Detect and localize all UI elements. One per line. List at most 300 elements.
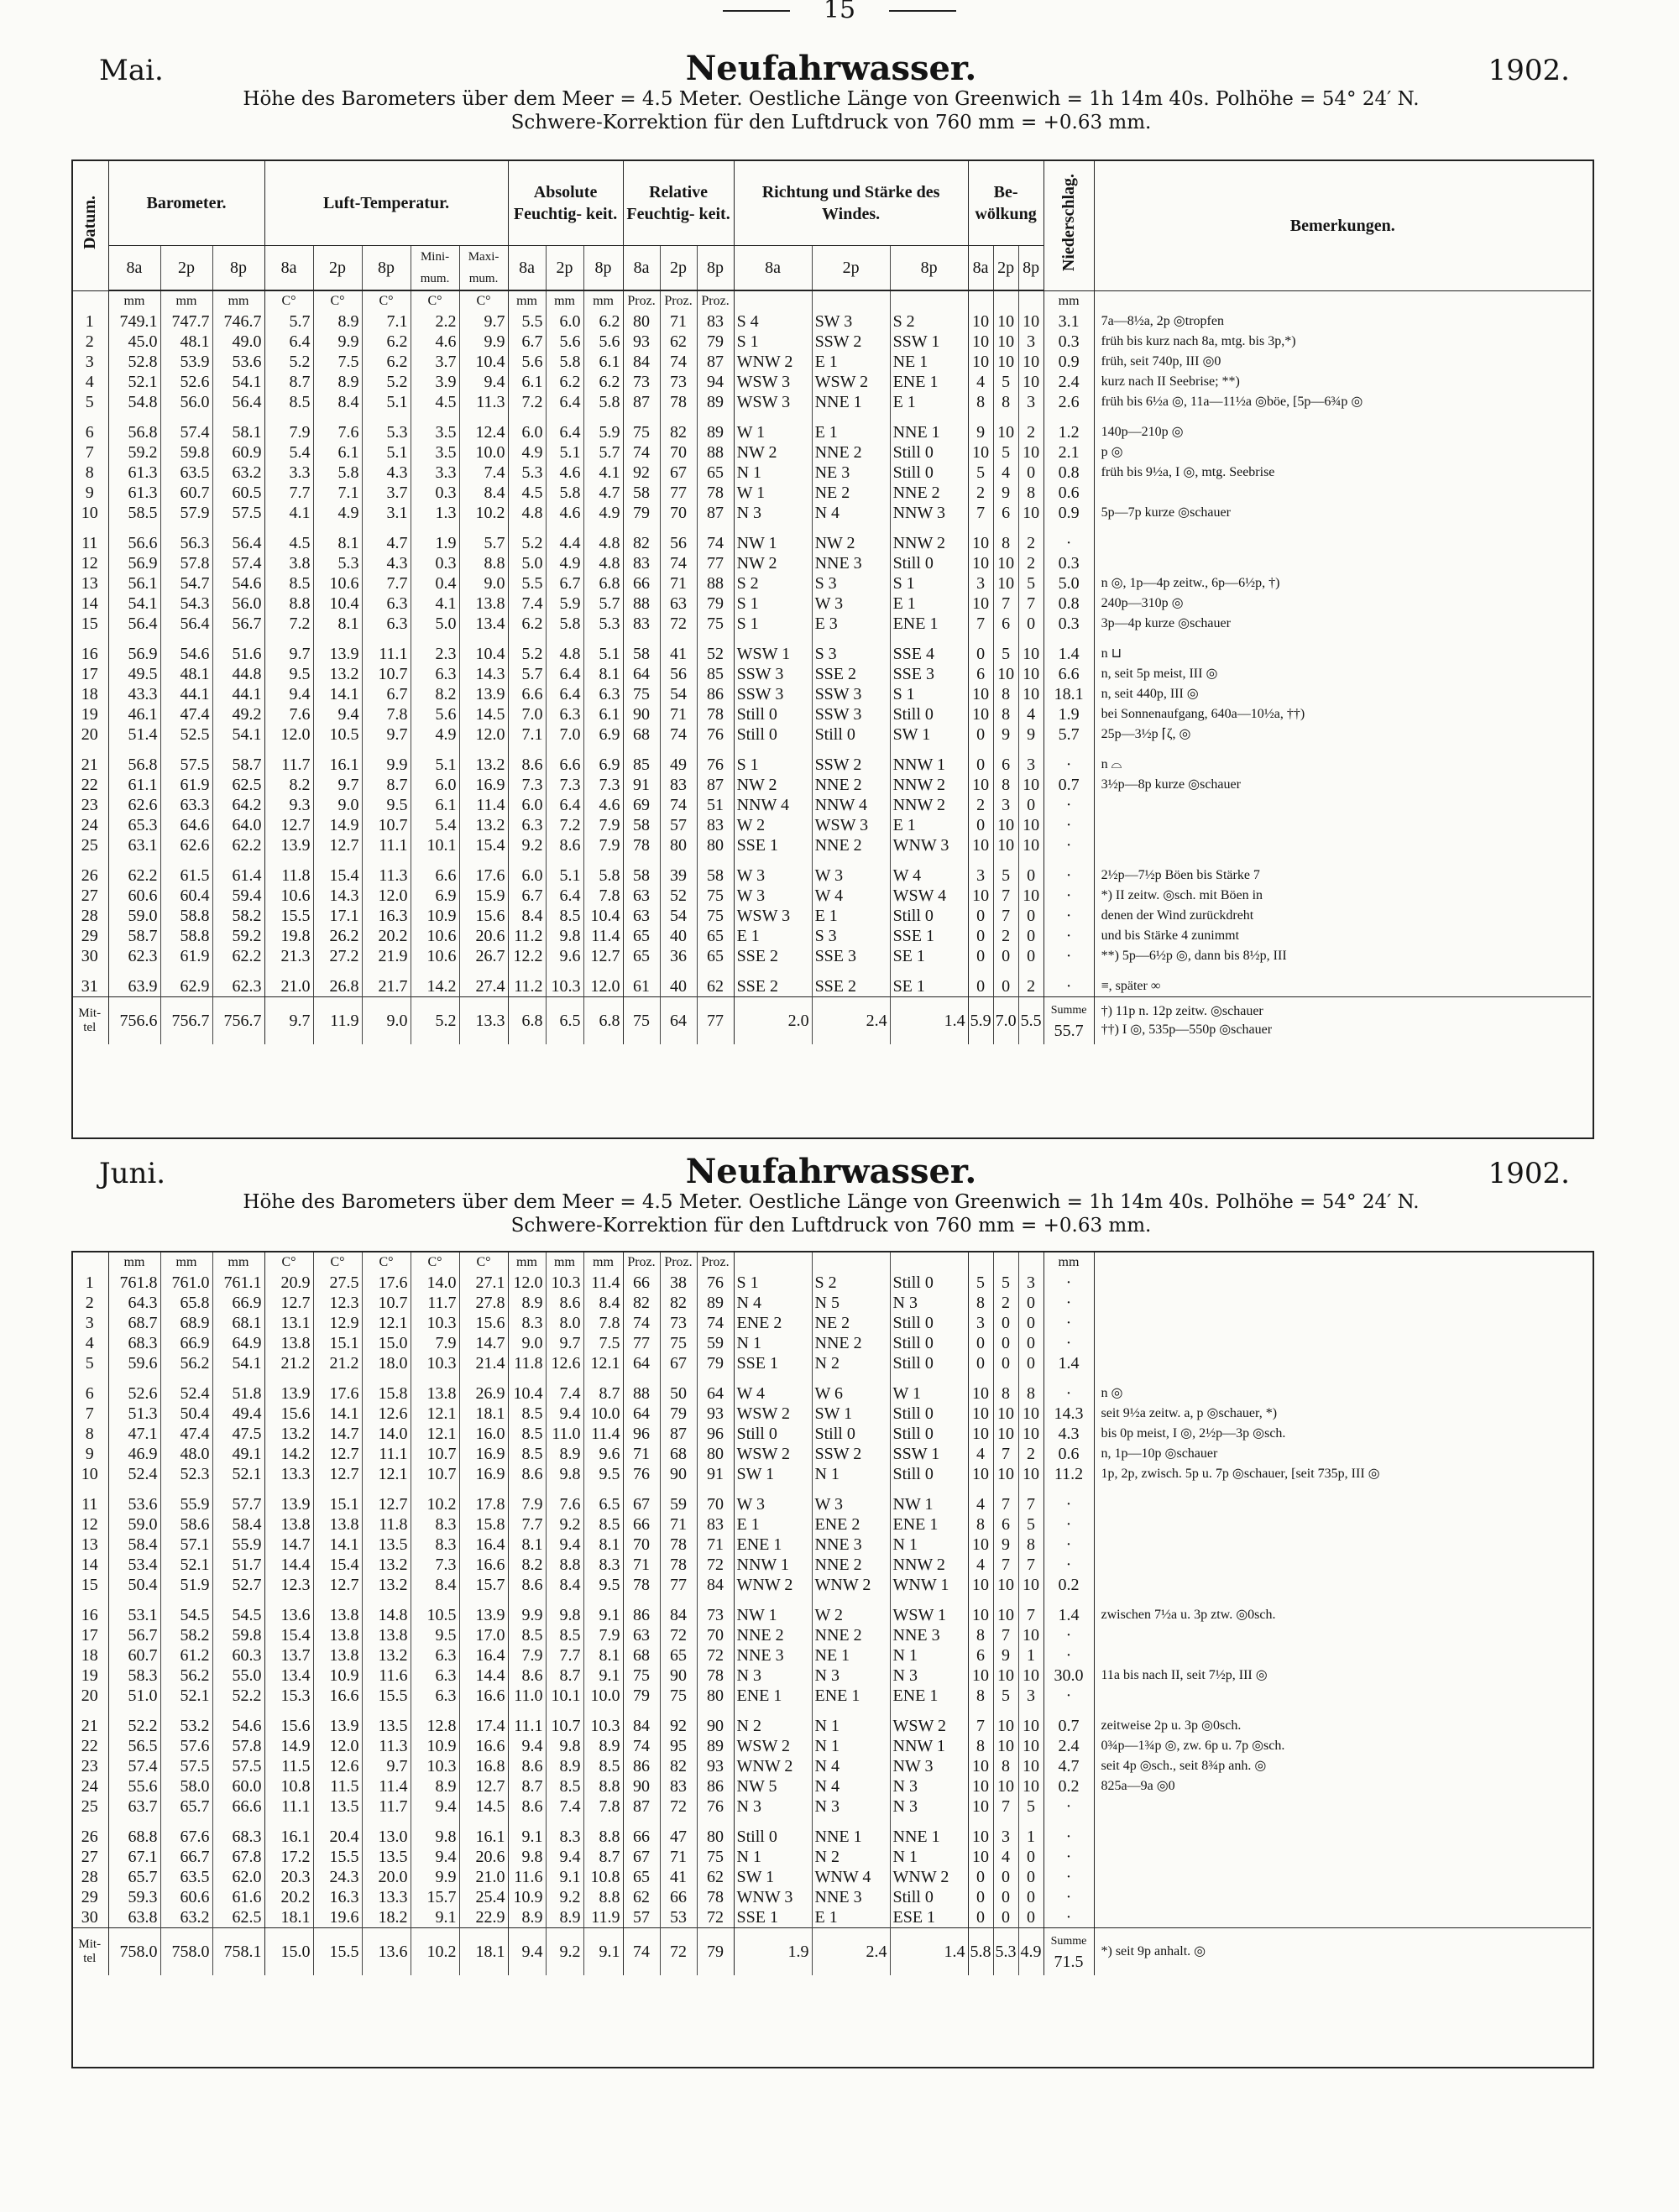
value-cell: 15.9 [459, 886, 508, 906]
table-row [71, 1514, 1591, 1535]
value-cell: 14.5 [459, 1796, 508, 1817]
value-cell: 9.9 [411, 1867, 459, 1887]
value-cell: 0.3 [411, 483, 459, 503]
value-cell: 749.1 [108, 311, 160, 332]
value-cell: 65 [697, 946, 734, 966]
value-cell: 21.0 [264, 976, 313, 997]
value-cell: 12.0 [583, 976, 623, 997]
table-row [71, 1575, 1591, 1595]
value-cell: 54.3 [160, 594, 212, 614]
value-cell: 47 [660, 1827, 697, 1847]
gap-cell [508, 1484, 546, 1494]
value-cell: 0 [993, 1887, 1018, 1907]
value-cell: 75 [660, 1686, 697, 1706]
value-cell: 10 [993, 332, 1018, 352]
value-cell: 6.3 [411, 1645, 459, 1666]
value-cell: 14.1 [313, 1535, 362, 1555]
value-cell: 9.4 [411, 1847, 459, 1867]
value-cell: 62.6 [108, 795, 160, 815]
value-cell: 65.8 [160, 1293, 212, 1313]
gap-cell [546, 1706, 583, 1716]
value-cell: 82 [660, 422, 697, 442]
remark-cell [1094, 1827, 1591, 1847]
gap-cell [697, 966, 734, 976]
value-cell: 12.7 [583, 946, 623, 966]
gap-cell [71, 1595, 108, 1605]
remark-cell: 2½p—7½p Böen bis Stärke 7 [1094, 865, 1591, 886]
value-cell: NNW 3 [890, 503, 968, 523]
value-cell: 6 [993, 503, 1018, 523]
value-cell: 79 [697, 1353, 734, 1373]
value-cell: 7 [993, 906, 1018, 926]
value-cell: · [1043, 1555, 1094, 1575]
value-cell: 13.9 [264, 835, 313, 855]
value-cell: 11.4 [459, 795, 508, 815]
remark-cell: n, seit 5p meist, III ◎ [1094, 664, 1591, 684]
value-cell: · [1043, 1293, 1094, 1313]
value-cell: 11.3 [459, 392, 508, 412]
value-cell: 75 [697, 886, 734, 906]
value-cell: 15.4 [313, 1555, 362, 1575]
value-cell: 80 [697, 1686, 734, 1706]
row-gap [71, 523, 1591, 533]
mittel-value: 5.3 [993, 1928, 1018, 1976]
value-cell: 52.1 [160, 1686, 212, 1706]
remark-cell: *) II zeitw. ◎sch. mit Böen in [1094, 886, 1591, 906]
sub-8p: 8p [362, 246, 411, 291]
table-row [71, 1796, 1591, 1817]
gap-cell [160, 966, 212, 976]
value-cell: E 3 [812, 614, 890, 634]
value-cell: 16.1 [313, 755, 362, 775]
gap-cell [660, 1595, 697, 1605]
value-cell: Still 0 [890, 1313, 968, 1333]
value-cell: 9.1 [583, 1605, 623, 1625]
value-cell: 11.1 [362, 1444, 411, 1464]
value-cell: 8.9 [411, 1776, 459, 1796]
value-cell: 56.0 [160, 392, 212, 412]
value-cell: 0.3 [1043, 332, 1094, 352]
value-cell: 5.1 [546, 442, 583, 463]
value-cell: 13.6 [264, 1605, 313, 1625]
value-cell: 58 [623, 815, 660, 835]
remark-cell [1094, 1514, 1591, 1535]
value-cell: 13.1 [264, 1313, 313, 1333]
value-cell: 13.9 [264, 1494, 313, 1514]
value-cell: 10 [968, 704, 993, 724]
units-cell [890, 1252, 968, 1273]
value-cell: 9.0 [508, 1333, 546, 1353]
value-cell: 56.0 [212, 594, 264, 614]
value-cell: 10 [1018, 1776, 1043, 1796]
value-cell: 0 [968, 1887, 993, 1907]
value-cell: 62.3 [108, 946, 160, 966]
value-cell: 17.6 [362, 1273, 411, 1293]
value-cell: 10 [968, 1605, 993, 1625]
remark-cell [1094, 1333, 1591, 1353]
value-cell: 7.9 [583, 1625, 623, 1645]
value-cell: 62.2 [212, 835, 264, 855]
value-cell: 10 [993, 1575, 1018, 1595]
value-cell: SSE 1 [734, 1907, 812, 1928]
value-cell: 87 [697, 352, 734, 372]
value-cell: 62 [697, 976, 734, 997]
table-row [71, 835, 1591, 855]
value-cell: 63.2 [212, 463, 264, 483]
value-cell: 75 [623, 1666, 660, 1686]
value-cell: 12.6 [362, 1404, 411, 1424]
value-cell: WNW 2 [734, 1575, 812, 1595]
value-cell: 56.1 [108, 573, 160, 594]
value-cell: 6.7 [362, 684, 411, 704]
remark-cell: kurz nach II Seebrise; **) [1094, 372, 1591, 392]
day-cell: 26 [81, 1828, 98, 1846]
gap-cell [623, 412, 660, 422]
gap-cell [459, 1484, 508, 1494]
value-cell: WNW 2 [890, 1867, 968, 1887]
value-cell: 75 [697, 614, 734, 634]
value-cell: 10 [1018, 1424, 1043, 1444]
value-cell: 56 [660, 533, 697, 553]
value-cell: 80 [697, 835, 734, 855]
value-cell: 8.2 [411, 684, 459, 704]
value-cell: 7 [993, 1494, 1018, 1514]
value-cell: W 3 [812, 865, 890, 886]
value-cell: WSW 2 [734, 1736, 812, 1756]
table-row [71, 644, 1591, 664]
value-cell: N 1 [812, 1716, 890, 1736]
value-cell: 12.1 [362, 1313, 411, 1333]
remark-cell: bis 0p meist, I ◎, 2½p—3p ◎sch. [1094, 1424, 1591, 1444]
value-cell: 10 [968, 1756, 993, 1776]
gap-cell [508, 412, 546, 422]
table-row [71, 1645, 1591, 1666]
value-cell: 70 [697, 1494, 734, 1514]
units-cell [968, 290, 993, 311]
gap-cell [264, 966, 313, 976]
gap-cell [583, 1706, 623, 1716]
value-cell: 64.3 [108, 1293, 160, 1313]
gap-cell [411, 745, 459, 755]
value-cell: 5.6 [508, 352, 546, 372]
value-cell: 61.4 [212, 865, 264, 886]
value-cell: 15.6 [264, 1404, 313, 1424]
value-cell: 0.9 [1043, 503, 1094, 523]
value-cell: 45.0 [108, 332, 160, 352]
value-cell: 39 [660, 865, 697, 886]
units-cell: mm [1043, 1252, 1094, 1273]
value-cell: 66.7 [160, 1847, 212, 1867]
value-cell: 8 [993, 533, 1018, 553]
value-cell: 7.3 [546, 775, 583, 795]
value-cell: 55.9 [212, 1535, 264, 1555]
value-cell: 8 [968, 1736, 993, 1756]
value-cell: 8.7 [546, 1666, 583, 1686]
june-year: 1902. [1488, 1157, 1570, 1190]
units-cell: C° [459, 290, 508, 311]
value-cell: 8.1 [508, 1535, 546, 1555]
value-cell: NNE 2 [812, 1555, 890, 1575]
value-cell: Still 0 [734, 1424, 812, 1444]
gap-cell [411, 855, 459, 865]
value-cell: 50.4 [108, 1575, 160, 1595]
value-cell: 49.4 [212, 1404, 264, 1424]
day-cell: 18 [81, 685, 98, 703]
value-cell: Still 0 [890, 553, 968, 573]
value-cell: 6.4 [264, 332, 313, 352]
value-cell: 6 [993, 1514, 1018, 1535]
value-cell: WSW 3 [734, 392, 812, 412]
gap-cell [313, 634, 362, 644]
value-cell: 52.2 [108, 1716, 160, 1736]
value-cell: 6.3 [411, 1686, 459, 1706]
value-cell: 64.9 [212, 1333, 264, 1353]
value-cell: 71 [660, 704, 697, 724]
value-cell: 10 [993, 835, 1018, 855]
gap-cell [890, 1595, 968, 1605]
value-cell: 10 [968, 442, 993, 463]
value-cell: N 3 [890, 1293, 968, 1313]
value-cell: 12.7 [313, 1444, 362, 1464]
value-cell: 5.9 [583, 422, 623, 442]
value-cell: SSE 2 [812, 664, 890, 684]
value-cell: 53.9 [160, 352, 212, 372]
value-cell: S 4 [734, 311, 812, 332]
value-cell: 90 [660, 1464, 697, 1484]
gap-cell [71, 412, 108, 422]
remark-cell [1094, 483, 1591, 503]
units-cell: C° [264, 1252, 313, 1273]
value-cell: 18.0 [362, 1353, 411, 1373]
value-cell: 13.2 [362, 1575, 411, 1595]
value-cell: 4 [993, 1847, 1018, 1867]
value-cell: 9.4 [546, 1404, 583, 1424]
value-cell: 8.5 [508, 1404, 546, 1424]
remark-cell: 3½p—8p kurze ◎schauer [1094, 775, 1591, 795]
gap-cell [660, 966, 697, 976]
gap-cell [1043, 634, 1094, 644]
value-cell: Still 0 [734, 1827, 812, 1847]
value-cell: 8.3 [411, 1535, 459, 1555]
value-cell: 66 [623, 1273, 660, 1293]
gap-cell [660, 1484, 697, 1494]
value-cell: 0.8 [1043, 594, 1094, 614]
value-cell: 51.4 [108, 724, 160, 745]
units-cell: mm [160, 290, 212, 311]
gap-cell [890, 855, 968, 865]
gap-cell [212, 523, 264, 533]
gap-cell [1018, 1706, 1043, 1716]
value-cell: 56.5 [108, 1736, 160, 1756]
value-cell: 52.6 [108, 1383, 160, 1404]
value-cell: 58.7 [108, 926, 160, 946]
value-cell: 21.4 [459, 1353, 508, 1373]
value-cell: 5 [993, 644, 1018, 664]
may-info-line-2: Schwere-Korrektion für den Luftdruck von 760 mm = +0.63 mm. [510, 112, 1152, 133]
value-cell: 0 [1018, 865, 1043, 886]
value-cell: 40 [660, 976, 697, 997]
table-row [71, 1625, 1591, 1645]
value-cell: 5.5 [508, 573, 546, 594]
value-cell: 7 [993, 1796, 1018, 1817]
value-cell: NE 1 [812, 1645, 890, 1666]
day-cell: 12 [81, 1515, 98, 1534]
value-cell: 5.7 [459, 533, 508, 553]
value-cell: 74 [697, 1313, 734, 1333]
value-cell: 9.8 [546, 1464, 583, 1484]
sub-8a: 8a [623, 246, 660, 291]
value-cell: 57.4 [160, 422, 212, 442]
value-cell: 5.2 [264, 352, 313, 372]
remark-cell: früh bis 9½a, I ◎, mtg. Seebrise [1094, 463, 1591, 483]
value-cell: 10.6 [411, 946, 459, 966]
value-cell: 3 [968, 865, 993, 886]
header-bewoelkung: Be- wölkung [968, 161, 1043, 246]
value-cell: 6.3 [411, 1666, 459, 1686]
value-cell: 52 [697, 644, 734, 664]
value-cell: 16.6 [459, 1736, 508, 1756]
value-cell: SSW 2 [812, 755, 890, 775]
value-cell: · [1043, 886, 1094, 906]
value-cell: NNW 2 [890, 775, 968, 795]
value-cell: 79 [623, 1686, 660, 1706]
value-cell: 60.9 [212, 442, 264, 463]
value-cell: 10.7 [411, 1444, 459, 1464]
value-cell: NNW 2 [890, 1555, 968, 1575]
gap-cell [108, 634, 160, 644]
value-cell: 51 [697, 795, 734, 815]
value-cell: 4.1 [583, 463, 623, 483]
value-cell: 60.7 [160, 483, 212, 503]
remark-cell: früh bis kurz nach 8a, mtg. bis 3p,*) [1094, 332, 1591, 352]
value-cell: 58 [623, 644, 660, 664]
table-row [71, 553, 1591, 573]
value-cell: Still 0 [734, 704, 812, 724]
value-cell: 10 [993, 1605, 1018, 1625]
remark-cell [1094, 1686, 1591, 1706]
value-cell: 76 [697, 1273, 734, 1293]
mittel-value: 15.5 [313, 1928, 362, 1976]
value-cell: 83 [697, 1514, 734, 1535]
value-cell: 8.5 [508, 1625, 546, 1645]
gap-cell [313, 1595, 362, 1605]
gap-cell [583, 634, 623, 644]
value-cell: 0 [1018, 1333, 1043, 1353]
value-cell: 11.8 [362, 1514, 411, 1535]
value-cell: 59.4 [212, 886, 264, 906]
remark-cell: früh bis 6½a ◎, 11a—11½a ◎böe, [5p—6¾p ◎ [1094, 392, 1591, 412]
gap-cell [583, 966, 623, 976]
gap-cell [1094, 1484, 1591, 1494]
value-cell: 14.3 [1043, 1404, 1094, 1424]
value-cell: 55.0 [212, 1666, 264, 1686]
value-cell: 6.9 [583, 724, 623, 745]
value-cell: 13.9 [459, 684, 508, 704]
value-cell: 10 [968, 1847, 993, 1867]
value-cell: 59.2 [212, 926, 264, 946]
gap-cell [459, 745, 508, 755]
value-cell: 11.0 [508, 1686, 546, 1706]
value-cell: 5.7 [508, 664, 546, 684]
value-cell: 65.7 [160, 1796, 212, 1817]
value-cell: 7.1 [508, 724, 546, 745]
gap-cell [313, 1706, 362, 1716]
value-cell: 60.6 [160, 1887, 212, 1907]
day-cell: 28 [81, 907, 98, 925]
gap-cell [160, 1373, 212, 1383]
remark-cell: früh, seit 740p, III ◎0 [1094, 352, 1591, 372]
value-cell: 1.4 [1043, 1605, 1094, 1625]
value-cell: 65 [623, 946, 660, 966]
value-cell: 13.2 [362, 1645, 411, 1666]
value-cell: 12.7 [459, 1776, 508, 1796]
value-cell: 13.2 [459, 815, 508, 835]
value-cell: 7 [993, 1625, 1018, 1645]
value-cell: 7.2 [264, 614, 313, 634]
gap-cell [362, 966, 411, 976]
value-cell: 10 [968, 594, 993, 614]
value-cell: 4.9 [583, 503, 623, 523]
row-gap [71, 412, 1591, 422]
value-cell: 10.3 [411, 1353, 459, 1373]
value-cell: 9.8 [508, 1847, 546, 1867]
gap-cell [1018, 523, 1043, 533]
gap-cell [108, 966, 160, 976]
value-cell: N 2 [812, 1847, 890, 1867]
value-cell: 8.9 [508, 1907, 546, 1928]
value-cell: 10.5 [411, 1605, 459, 1625]
remark-cell: 5p—7p kurze ◎schauer [1094, 503, 1591, 523]
value-cell: 12.7 [362, 1494, 411, 1514]
value-cell: 7.9 [508, 1645, 546, 1666]
summe-cell [1043, 997, 1094, 1045]
gap-cell [697, 1706, 734, 1716]
gap-cell [660, 1373, 697, 1383]
day-cell: 31 [81, 977, 98, 996]
value-cell: 7.1 [362, 311, 411, 332]
mittel-value: 6.8 [508, 997, 546, 1045]
value-cell: 5.2 [508, 644, 546, 664]
value-cell: 8.1 [583, 1645, 623, 1666]
value-cell: 56.4 [212, 392, 264, 412]
sub-minimum: Mini- mum. [411, 246, 459, 291]
may-station: Neufahrwasser. [685, 49, 977, 88]
day-cell: 1 [85, 312, 94, 331]
value-cell: 8.8 [583, 1776, 623, 1796]
sub-2p: 2p [660, 246, 697, 291]
value-cell: 63.8 [108, 1907, 160, 1928]
mittel-value: 758.1 [212, 1928, 264, 1976]
value-cell: 7 [1018, 1555, 1043, 1575]
value-cell: NE 1 [890, 352, 968, 372]
value-cell: 10 [968, 1776, 993, 1796]
value-cell: 12.7 [313, 835, 362, 855]
value-cell: 57.5 [212, 503, 264, 523]
may-year: 1902. [1488, 54, 1570, 87]
value-cell: 8.6 [508, 1796, 546, 1817]
units-cell: Proz. [623, 1252, 660, 1273]
value-cell: WNW 2 [734, 1756, 812, 1776]
value-cell: W 2 [812, 1605, 890, 1625]
day-cell: 10 [81, 1465, 98, 1483]
value-cell: 7.9 [508, 1494, 546, 1514]
value-cell: 59.6 [108, 1353, 160, 1373]
value-cell: 65 [697, 926, 734, 946]
gap-cell [583, 1595, 623, 1605]
value-cell: 5 [968, 463, 993, 483]
value-cell: 61 [623, 976, 660, 997]
mittel-value: 5.2 [411, 997, 459, 1045]
